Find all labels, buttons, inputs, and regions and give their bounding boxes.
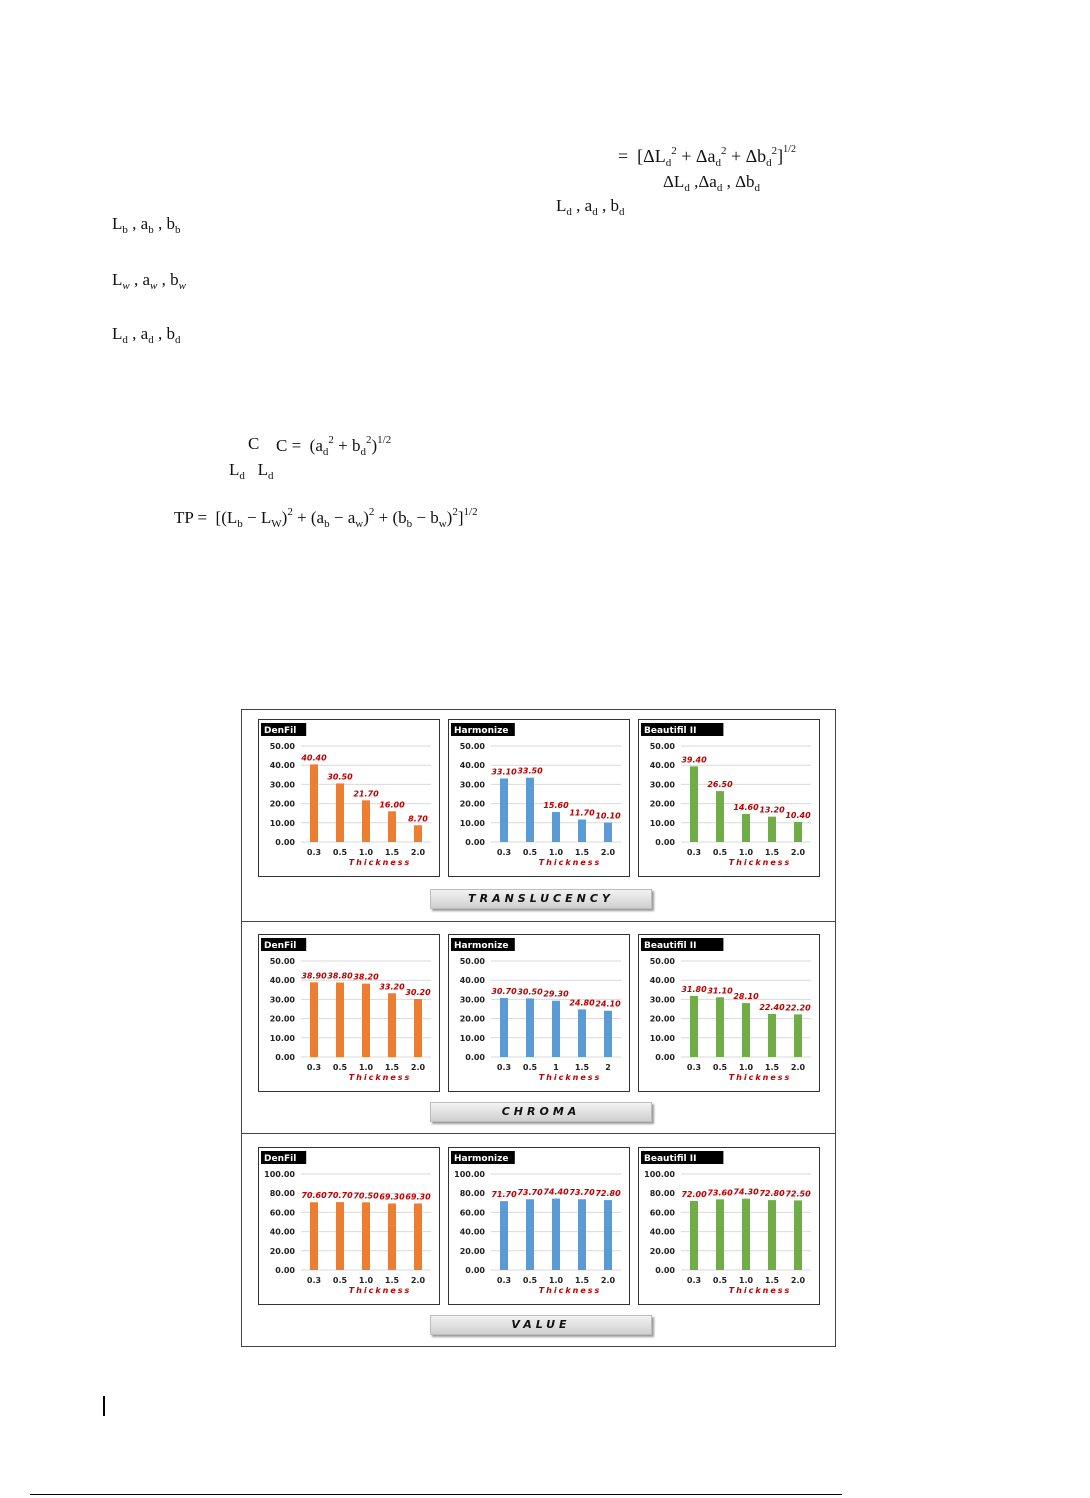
chart-title: Beautifil II xyxy=(644,726,697,736)
bar xyxy=(310,764,318,842)
bar xyxy=(690,996,698,1057)
x-tick-label: 1.0 xyxy=(358,848,374,857)
banner-chroma: CHROMA xyxy=(430,1102,652,1122)
x-axis-label: Thickness xyxy=(728,858,792,867)
x-tick-label: 1.5 xyxy=(384,1276,400,1285)
x-tick-label: 0.3 xyxy=(306,848,322,857)
x-tick-label: 0.3 xyxy=(306,1276,322,1285)
y-tick-label: 0.00 xyxy=(465,838,485,847)
chart-svg-0 xyxy=(259,720,439,876)
x-tick-label: 1 xyxy=(553,1063,559,1072)
bar xyxy=(690,1201,698,1270)
data-label: 69.30 xyxy=(405,1192,431,1202)
y-tick-label: 20.00 xyxy=(459,1014,485,1024)
x-tick-label: 1.5 xyxy=(764,1063,780,1072)
y-tick-label: 0.00 xyxy=(655,838,675,847)
y-tick-label: 0.00 xyxy=(275,838,295,847)
x-axis-label: Thickness xyxy=(728,1073,792,1082)
x-tick-label: 1.5 xyxy=(574,1276,590,1285)
data-label: 26.50 xyxy=(707,780,733,790)
y-tick-label: 10.00 xyxy=(269,818,295,828)
x-tick-label: 2.0 xyxy=(410,1276,426,1285)
x-tick-label: 1.5 xyxy=(574,1063,590,1072)
bar xyxy=(604,823,612,842)
bar xyxy=(336,983,344,1057)
data-label: 22.20 xyxy=(785,1003,811,1013)
bar xyxy=(414,999,422,1057)
x-tick-label: 1.5 xyxy=(764,848,780,857)
x-axis-label: Thickness xyxy=(348,1286,412,1295)
y-tick-label: 10.00 xyxy=(649,818,675,828)
chart-6 xyxy=(258,1147,440,1305)
chart-title: Beautifil II xyxy=(644,941,697,951)
data-label: 31.80 xyxy=(681,984,707,994)
data-label: 28.10 xyxy=(733,992,759,1002)
y-tick-label: 100.00 xyxy=(264,1170,295,1179)
y-tick-label: 40.00 xyxy=(269,976,295,986)
bar xyxy=(500,998,508,1057)
x-tick-label: 2.0 xyxy=(790,1063,806,1072)
y-tick-label: 40.00 xyxy=(649,976,675,986)
bar xyxy=(552,1199,560,1270)
y-tick-label: 50.00 xyxy=(649,957,675,966)
data-label: 10.40 xyxy=(785,811,811,821)
x-tick-label: 2.0 xyxy=(790,1276,806,1285)
y-tick-label: 30.00 xyxy=(269,780,295,790)
bar xyxy=(604,1011,612,1057)
bar xyxy=(414,825,422,842)
y-tick-label: 20.00 xyxy=(649,799,675,809)
chart-3 xyxy=(258,934,440,1092)
chroma-equation: $C = (a_d^2 + b_d^2)^{1/2}$ xyxy=(276,434,392,458)
chart-title: Harmonize xyxy=(454,1154,509,1164)
bar xyxy=(500,1201,508,1270)
data-label: 38.90 xyxy=(301,971,327,981)
ld-pair: $L_d$ $L_d$ xyxy=(229,460,274,482)
y-tick-label: 60.00 xyxy=(649,1208,675,1218)
banner-value: VALUE xyxy=(430,1315,652,1335)
x-tick-label: 1.0 xyxy=(358,1276,374,1285)
data-label: 70.50 xyxy=(353,1191,379,1201)
data-label: 10.10 xyxy=(595,811,621,821)
data-label: 15.60 xyxy=(543,801,569,811)
bar xyxy=(336,1202,344,1270)
x-tick-label: 0.5 xyxy=(332,848,348,857)
data-label: 29.30 xyxy=(543,989,569,999)
bar xyxy=(388,993,396,1057)
y-tick-label: 50.00 xyxy=(649,742,675,751)
x-axis-label: Thickness xyxy=(538,1286,602,1295)
ld-ad-bd-top: $L_d$ , $a_d$ , $b_d$ xyxy=(556,196,625,218)
chart-4 xyxy=(448,934,630,1092)
chart-7 xyxy=(448,1147,630,1305)
bar xyxy=(742,814,750,842)
x-tick-label: 0.5 xyxy=(522,1063,538,1072)
y-tick-label: 0.00 xyxy=(465,1053,485,1062)
data-label: 24.10 xyxy=(595,999,621,1009)
data-label: 33.50 xyxy=(517,766,543,776)
chart-1 xyxy=(448,719,630,877)
data-label: 72.00 xyxy=(681,1189,707,1199)
y-tick-label: 30.00 xyxy=(649,995,675,1005)
data-label: 38.20 xyxy=(353,972,379,982)
y-tick-label: 0.00 xyxy=(655,1053,675,1062)
x-tick-label: 1.0 xyxy=(548,848,564,857)
chart-title: DenFil xyxy=(264,1154,297,1164)
data-label: 70.70 xyxy=(327,1191,353,1201)
data-label: 33.20 xyxy=(379,982,405,992)
y-tick-label: 30.00 xyxy=(269,995,295,1005)
bar xyxy=(500,778,508,842)
y-tick-label: 60.00 xyxy=(269,1208,295,1218)
data-label: 73.70 xyxy=(517,1188,543,1198)
data-label: 71.70 xyxy=(491,1190,517,1200)
delta-terms: $\Delta L_d$ $,\Delta a_d$ , $\Delta b_d$ xyxy=(663,172,760,194)
x-tick-label: 2.0 xyxy=(410,1063,426,1072)
bar xyxy=(690,766,698,842)
bar xyxy=(310,982,318,1057)
bar xyxy=(742,1003,750,1057)
y-tick-label: 40.00 xyxy=(459,976,485,986)
y-tick-label: 20.00 xyxy=(269,1246,295,1256)
chroma-c: C xyxy=(248,434,260,453)
bar xyxy=(526,778,534,842)
bar xyxy=(794,1200,802,1270)
x-tick-label: 0.5 xyxy=(712,848,728,857)
chart-svg-4 xyxy=(449,935,629,1091)
bar xyxy=(768,1200,776,1270)
x-tick-label: 0.5 xyxy=(332,1276,348,1285)
chart-svg-7 xyxy=(449,1148,629,1304)
chart-title: DenFil xyxy=(264,941,297,951)
y-tick-label: 0.00 xyxy=(275,1053,295,1062)
x-tick-label: 1.0 xyxy=(738,1063,754,1072)
bar xyxy=(414,1203,422,1270)
data-label: 22.40 xyxy=(759,1002,785,1012)
y-tick-label: 40.00 xyxy=(649,1227,675,1237)
x-tick-label: 2.0 xyxy=(600,848,616,857)
y-tick-label: 20.00 xyxy=(459,1246,485,1256)
ld-ad-bd: $L_d$ , $a_d$ , $b_d$ xyxy=(112,324,181,346)
y-tick-label: 30.00 xyxy=(459,995,485,1005)
bar xyxy=(768,817,776,842)
data-label: 38.80 xyxy=(327,971,353,981)
footer-rule xyxy=(30,1494,842,1495)
y-tick-label: 100.00 xyxy=(644,1170,675,1179)
chart-0 xyxy=(258,719,440,877)
bar xyxy=(362,800,370,842)
y-tick-label: 40.00 xyxy=(649,761,675,771)
x-tick-label: 0.3 xyxy=(686,1276,702,1285)
y-tick-label: 10.00 xyxy=(649,1033,675,1043)
bar xyxy=(768,1014,776,1057)
x-tick-label: 1.5 xyxy=(384,1063,400,1072)
panel-value xyxy=(241,1133,836,1347)
x-tick-label: 2 xyxy=(605,1063,611,1072)
x-tick-label: 1.0 xyxy=(548,1276,564,1285)
data-label: 73.70 xyxy=(569,1188,595,1198)
chart-title: Beautifil II xyxy=(644,1154,697,1164)
data-label: 73.60 xyxy=(707,1188,733,1198)
lw-aw-bw: $L_w$ , $a_w$ , $b_w$ xyxy=(112,270,186,292)
bar xyxy=(716,997,724,1057)
data-label: 74.40 xyxy=(543,1187,569,1197)
y-tick-label: 0.00 xyxy=(465,1266,485,1275)
bar xyxy=(388,1203,396,1270)
bar xyxy=(716,1199,724,1270)
data-label: 11.70 xyxy=(569,808,595,818)
y-tick-label: 10.00 xyxy=(269,1033,295,1043)
y-tick-label: 20.00 xyxy=(269,1014,295,1024)
data-label: 40.40 xyxy=(301,753,327,763)
y-tick-label: 30.00 xyxy=(459,780,485,790)
bar xyxy=(578,1199,586,1270)
data-label: 74.30 xyxy=(733,1187,759,1197)
y-tick-label: 40.00 xyxy=(269,1227,295,1237)
chart-svg-3 xyxy=(259,935,439,1091)
bar xyxy=(526,1199,534,1270)
data-label: 13.20 xyxy=(759,805,785,815)
chart-svg-8 xyxy=(639,1148,819,1304)
x-tick-label: 1.5 xyxy=(574,848,590,857)
y-tick-label: 10.00 xyxy=(459,1033,485,1043)
data-label: 72.80 xyxy=(759,1189,785,1199)
bar xyxy=(794,822,802,842)
data-label: 16.00 xyxy=(379,800,405,810)
x-tick-label: 0.3 xyxy=(496,1063,512,1072)
y-tick-label: 80.00 xyxy=(649,1189,675,1199)
data-label: 30.50 xyxy=(517,987,543,997)
data-label: 33.10 xyxy=(491,767,517,777)
x-tick-label: 0.5 xyxy=(332,1063,348,1072)
y-tick-label: 0.00 xyxy=(655,1266,675,1275)
bar xyxy=(716,791,724,842)
data-label: 24.80 xyxy=(569,998,595,1008)
x-tick-label: 1.0 xyxy=(738,848,754,857)
data-label: 30.70 xyxy=(491,987,517,997)
y-tick-label: 40.00 xyxy=(459,1227,485,1237)
data-label: 30.50 xyxy=(327,772,353,782)
bar xyxy=(578,820,586,842)
y-tick-label: 20.00 xyxy=(649,1246,675,1256)
x-tick-label: 0.3 xyxy=(686,848,702,857)
data-label: 70.60 xyxy=(301,1191,327,1201)
bar xyxy=(336,783,344,842)
x-tick-label: 2.0 xyxy=(410,848,426,857)
x-tick-label: 0.5 xyxy=(712,1276,728,1285)
margin-rule xyxy=(103,1396,105,1416)
data-label: 14.60 xyxy=(733,802,759,812)
bar xyxy=(362,1202,370,1270)
chart-svg-6 xyxy=(259,1148,439,1304)
x-axis-label: Thickness xyxy=(728,1286,792,1295)
data-label: 30.20 xyxy=(405,988,431,998)
bar xyxy=(362,984,370,1057)
chart-svg-5 xyxy=(639,935,819,1091)
x-axis-label: Thickness xyxy=(348,1073,412,1082)
y-tick-label: 80.00 xyxy=(459,1189,485,1199)
chart-title: Harmonize xyxy=(454,726,509,736)
chart-5 xyxy=(638,934,820,1092)
bar xyxy=(604,1200,612,1270)
bar xyxy=(742,1199,750,1270)
chart-2 xyxy=(638,719,820,877)
y-tick-label: 20.00 xyxy=(459,799,485,809)
x-tick-label: 0.5 xyxy=(712,1063,728,1072)
x-tick-label: 0.3 xyxy=(686,1063,702,1072)
bar xyxy=(310,1202,318,1270)
y-tick-label: 20.00 xyxy=(649,1014,675,1024)
panel-translucency xyxy=(241,709,836,922)
y-tick-label: 100.00 xyxy=(454,1170,485,1179)
chart-8 xyxy=(638,1147,820,1305)
y-tick-label: 0.00 xyxy=(275,1266,295,1275)
chart-title: DenFil xyxy=(264,726,297,736)
x-axis-label: Thickness xyxy=(538,858,602,867)
x-axis-label: Thickness xyxy=(348,858,412,867)
lb-ab-bb: $L_b$ , $a_b$ , $b_b$ xyxy=(112,214,181,236)
x-tick-label: 0.5 xyxy=(522,848,538,857)
y-tick-label: 50.00 xyxy=(269,957,295,966)
data-label: 69.30 xyxy=(379,1192,405,1202)
banner-translucency: TRANSLUCENCY xyxy=(430,889,652,909)
data-label: 8.70 xyxy=(408,814,428,824)
x-axis-label: Thickness xyxy=(538,1073,602,1082)
tp-equation: TP = $[(L_b - L_W)^2 + (a_b - a_w)^2 + (b_b - b_w)^2]^{1/2}$ xyxy=(174,506,478,530)
bar xyxy=(388,811,396,842)
bar xyxy=(552,812,560,842)
x-tick-label: 1.0 xyxy=(358,1063,374,1072)
y-tick-label: 30.00 xyxy=(649,780,675,790)
x-tick-label: 2.0 xyxy=(790,848,806,857)
chart-svg-1 xyxy=(449,720,629,876)
x-tick-label: 0.5 xyxy=(522,1276,538,1285)
data-label: 39.40 xyxy=(681,755,707,765)
x-tick-label: 2.0 xyxy=(600,1276,616,1285)
y-tick-label: 50.00 xyxy=(269,742,295,751)
x-tick-label: 0.3 xyxy=(496,848,512,857)
y-tick-label: 60.00 xyxy=(459,1208,485,1218)
chart-svg-2 xyxy=(639,720,819,876)
data-label: 31.10 xyxy=(707,986,733,996)
y-tick-label: 80.00 xyxy=(269,1189,295,1199)
data-label: 72.80 xyxy=(595,1189,621,1199)
x-tick-label: 1.5 xyxy=(384,848,400,857)
panel-chroma xyxy=(241,921,836,1134)
data-label: 72.50 xyxy=(785,1189,811,1199)
x-tick-label: 0.3 xyxy=(306,1063,322,1072)
y-tick-label: 40.00 xyxy=(269,761,295,771)
data-label: 21.70 xyxy=(353,789,379,799)
y-tick-label: 40.00 xyxy=(459,761,485,771)
y-tick-label: 50.00 xyxy=(459,742,485,751)
y-tick-label: 10.00 xyxy=(459,818,485,828)
x-tick-label: 1.0 xyxy=(738,1276,754,1285)
bar xyxy=(552,1001,560,1057)
y-tick-label: 20.00 xyxy=(269,799,295,809)
y-tick-label: 50.00 xyxy=(459,957,485,966)
figure-panels xyxy=(241,709,836,1347)
x-tick-label: 0.3 xyxy=(496,1276,512,1285)
x-tick-label: 1.5 xyxy=(764,1276,780,1285)
bar xyxy=(794,1014,802,1057)
bar xyxy=(526,998,534,1057)
bar xyxy=(578,1009,586,1057)
delta-e-equation: = $[\Delta L_d^2 + \Delta a_d^2 + \Delta b_d^2]^{1/2}$ xyxy=(618,144,796,169)
chart-title: Harmonize xyxy=(454,941,509,951)
